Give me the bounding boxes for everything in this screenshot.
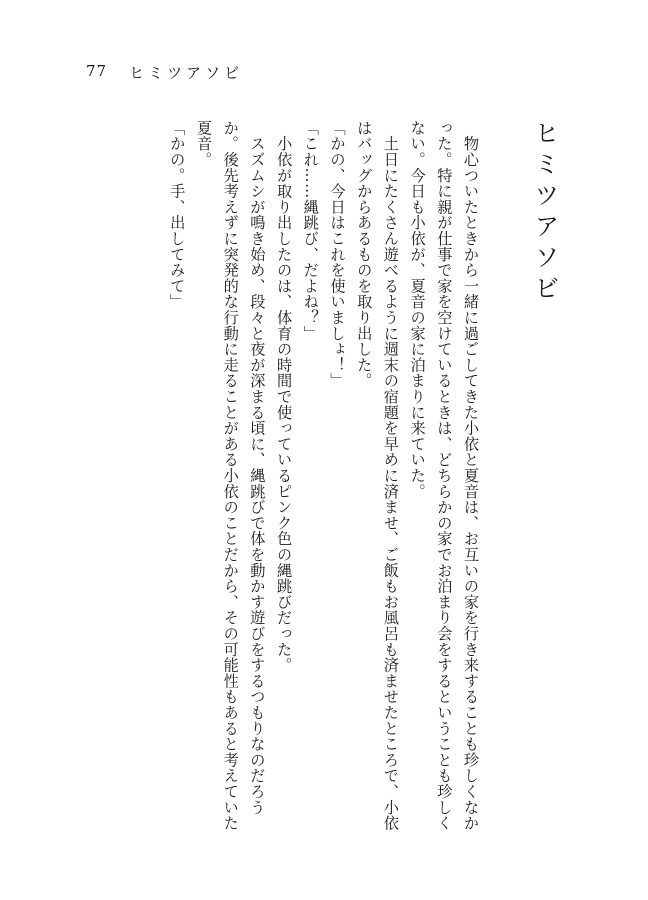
page-number: 77 <box>86 62 108 80</box>
dialogue-line: 「かの、今日はこれを使いましょ！」 <box>328 120 347 389</box>
paragraph: 物心ついたときから一緒に過ごしてきた小依と夏音は、お互いの家を行き来することも珍しくなかった。特に親が仕事で家を空けているときは、どちらかの家でお泊まり会をするということも珍しくない。今日も小依が、夏音の家に泊まりに来ていた。 <box>408 120 480 831</box>
running-header <box>86 62 243 83</box>
vertical-text-block <box>164 120 560 840</box>
dialogue-line: 「これ……縄跳び、だよね？」 <box>301 120 320 342</box>
paragraph: 土日にたくさん遊べるように週末の宿題を早めに済ませ、ご飯もお風呂も済ませたところで、小依はバッグからあるものを取り出した。 <box>355 120 400 831</box>
dialogue-line: 「かの。手、出してみて」 <box>168 120 187 310</box>
paragraph: スズムシが鳴き始め、段々と夜が深まる頃に、縄跳びで体を動かす遊びをするつもりなのだろうか。後先考えずに突発的な行動に走ることがある小依のことだから、その可能性もあると考えていた夏音。 <box>194 120 267 831</box>
paragraph: 小依が取り出したのは、体育の時間で使っているピンク色の縄跳びだった。 <box>275 120 294 673</box>
chapter-title: ヒミツアソビ <box>531 120 560 306</box>
running-title: ヒミツアソビ <box>129 64 244 82</box>
